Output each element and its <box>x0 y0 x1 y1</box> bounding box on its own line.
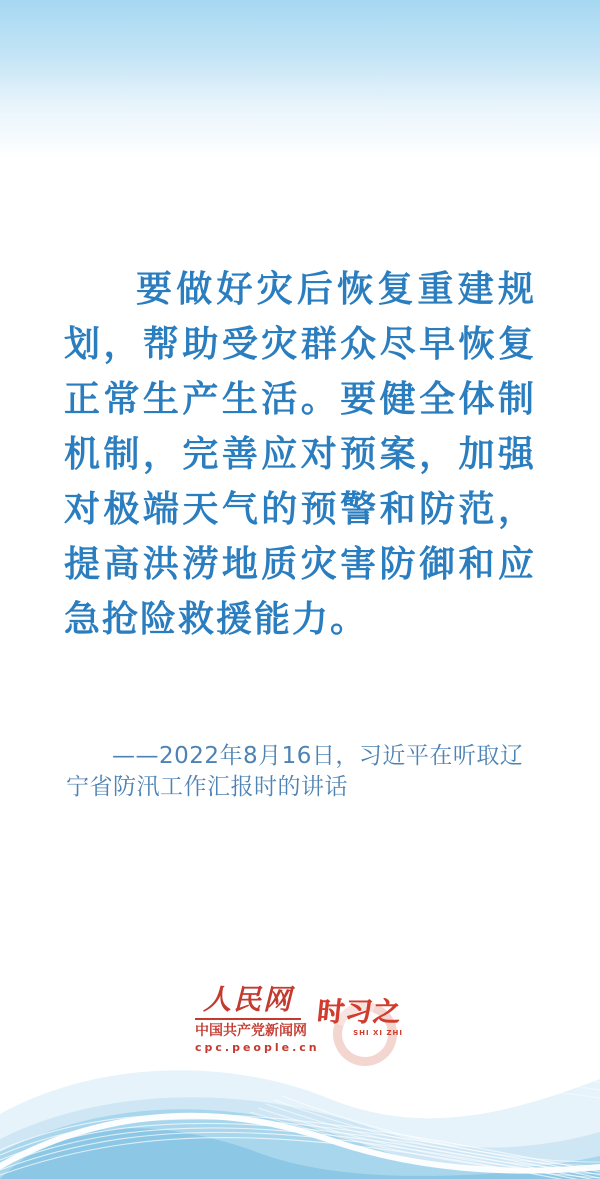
bottom-wave-decoration <box>0 1054 600 1179</box>
people-daily-logo <box>195 983 320 1055</box>
people-daily-divider <box>195 1018 301 1020</box>
people-daily-script-wordmark: 人民网 <box>202 983 293 1016</box>
cpc-news-site-name: 中国共产党新闻网 <box>195 1023 307 1039</box>
cpc-news-domain: cpc.people.cn <box>195 1041 320 1054</box>
shixizhi-wordmark: 时习之 <box>315 997 403 1028</box>
quote-attribution: ——2022年8月16日，习近平在听取辽宁省防汛工作汇报时的讲话 <box>66 743 524 800</box>
shixizhi-latin-caption: SHI XI ZHI <box>353 1029 403 1037</box>
quote-text: 要做好灾后恢复重建规划，帮助受灾群众尽早恢复正常生产生活。要健全体制机制，完善应对预案，加强对极端天气的预警和防范，提高洪涝地质灾害防御和应急抢险救援能力。 <box>64 269 536 640</box>
